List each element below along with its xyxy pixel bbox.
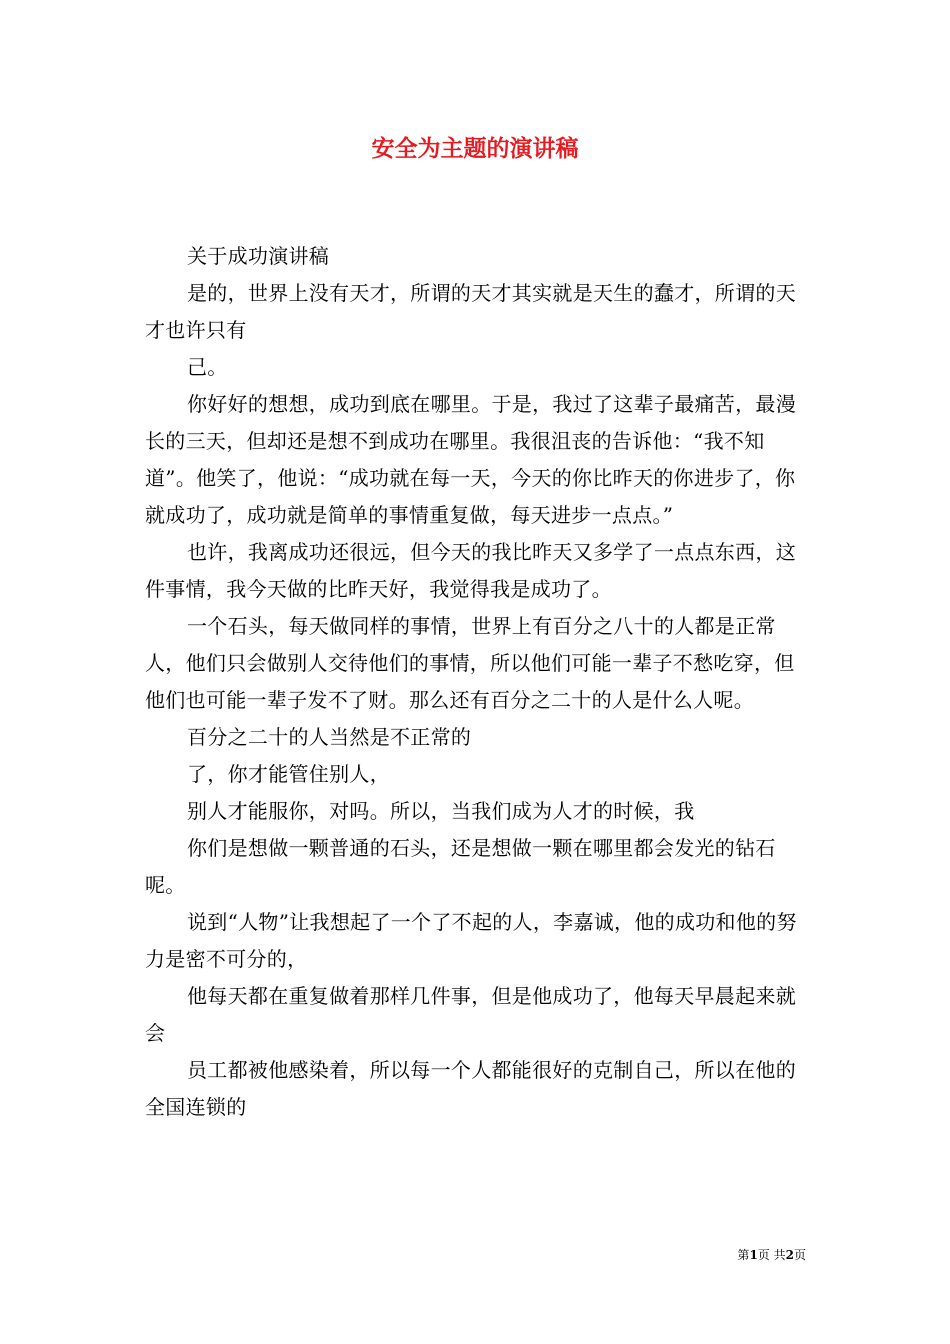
footer-prefix: 第 (737, 1248, 750, 1262)
paragraph: 你们是想做一颗普通的石头，还是想做一颗在哪里都会发光的钻石呢。 (145, 836, 776, 897)
paragraph: 别人才能服你，对吗。所以，当我们成为人才的时候，我 (187, 799, 695, 823)
paragraph: 他每天都在重复做着那样几件事，但是他成功了，他每天早晨起来就会 (145, 984, 796, 1045)
footer-suffix: 页 (793, 1248, 806, 1262)
document-body (145, 238, 807, 1126)
paragraph: 百分之二十的人当然是不正常的 (187, 725, 472, 749)
total-pages-number: 2 (785, 1248, 794, 1262)
paragraph: 一个石头，每天做同样的事情，世界上有百分之八十的人都是正常人，他们只会做别人交待他们的事情，所以他们可能一辈子不愁吃穿，但他们也可能一辈子发不了财。那么还有百分之二十的人是什么人呢。 (145, 614, 795, 712)
paragraph: 说到“人物”让我想起了一个了不起的人，李嘉诚，他的成功和他的努力是密不可分的， (145, 910, 797, 971)
document-subtitle: 关于成功演讲稿 (187, 244, 330, 268)
paragraph: 也许，我离成功还很远，但今天的我比昨天又多学了一点点东西，这件事情，我今天做的比昨天好，我觉得我是成功了。 (145, 540, 796, 601)
document-title: 安全为主题的演讲稿 (371, 136, 579, 162)
page-number-footer (0, 1246, 806, 1264)
paragraph: 是的，世界上没有天才，所谓的天才其实就是天生的蠢才，所谓的天才也许只有 (145, 281, 796, 342)
footer-middle: 页 共 (757, 1248, 786, 1262)
paragraph: 员工都被他感染着，所以每一个人都能很好的克制自己，所以在他的全国连锁的 (145, 1058, 796, 1119)
paragraph: 己。 (187, 355, 228, 379)
current-page-number: 1 (749, 1248, 758, 1262)
paragraph: 了，你才能管住别人， (187, 762, 390, 786)
paragraph: 你好好的想想，成功到底在哪里。于是，我过了这辈子最痛苦，最漫长的三天，但却还是想不到成功在哪里。我很沮丧的告诉他：“我不知道”。他笑了，他说：“成功就在每一天，今天的你比昨天的你进步了，你就成功了，成功就是简单的事情重复做，每天进步一点点。” (145, 392, 796, 527)
